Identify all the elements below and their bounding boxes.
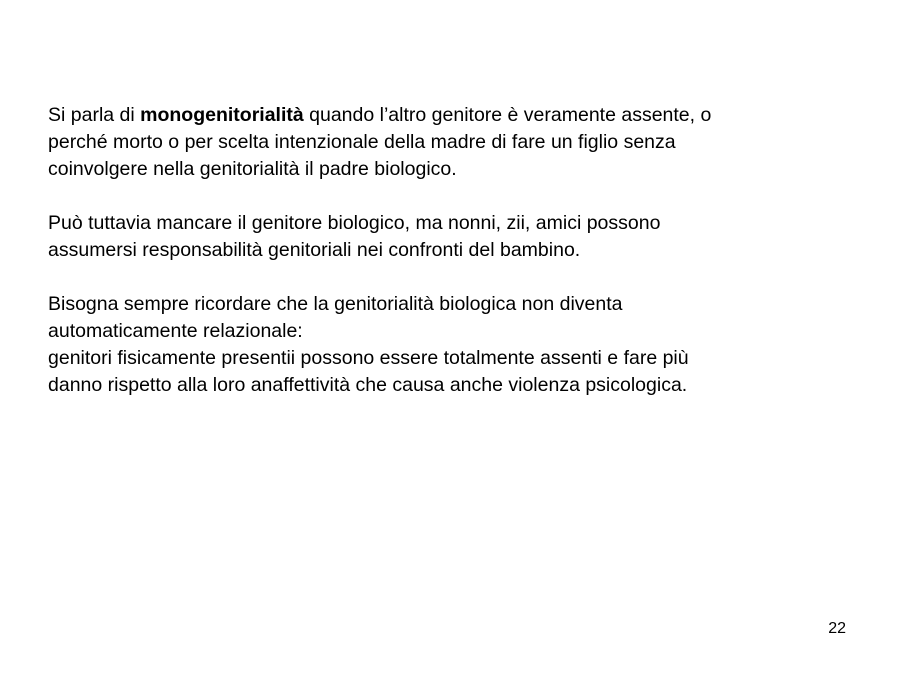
paragraph-line — [48, 102, 838, 129]
paragraph-line: assumersi responsabilità genitoriali nei confronti del bambino. — [48, 239, 581, 261]
text-run: Si parla di — [48, 104, 141, 126]
paragraph-line: danno rispetto alla loro anaffettività che causa anche violenza psicologica. — [48, 374, 688, 396]
paragraph-line: perché morto o per scelta intenzionale della madre di fare un figlio senza — [48, 131, 676, 153]
paragraph-monogenitorialita — [48, 102, 838, 183]
paragraph-line: coinvolgere nella genitorialità il padre biologico. — [48, 158, 457, 180]
paragraph-line: Bisogna sempre ricordare che la genitorialità biologica non diventa — [48, 293, 623, 315]
text-run: quando l’altro genitore è veramente assente, o — [303, 104, 712, 126]
bold-term: monogenitorialità — [140, 104, 304, 126]
page-number: 22 — [828, 620, 846, 637]
paragraph-line: automaticamente relazionale: — [48, 320, 303, 342]
paragraph-line: Può tuttavia mancare il genitore biologico, ma nonni, zii, amici possono — [48, 212, 661, 234]
paragraph-line: genitori fisicamente presentii possono essere totalmente assenti e fare più — [48, 347, 689, 369]
paragraph-genitorialita-biologica — [48, 291, 838, 399]
paragraph-responsabilita — [48, 210, 838, 264]
slide-body-text — [48, 102, 838, 399]
